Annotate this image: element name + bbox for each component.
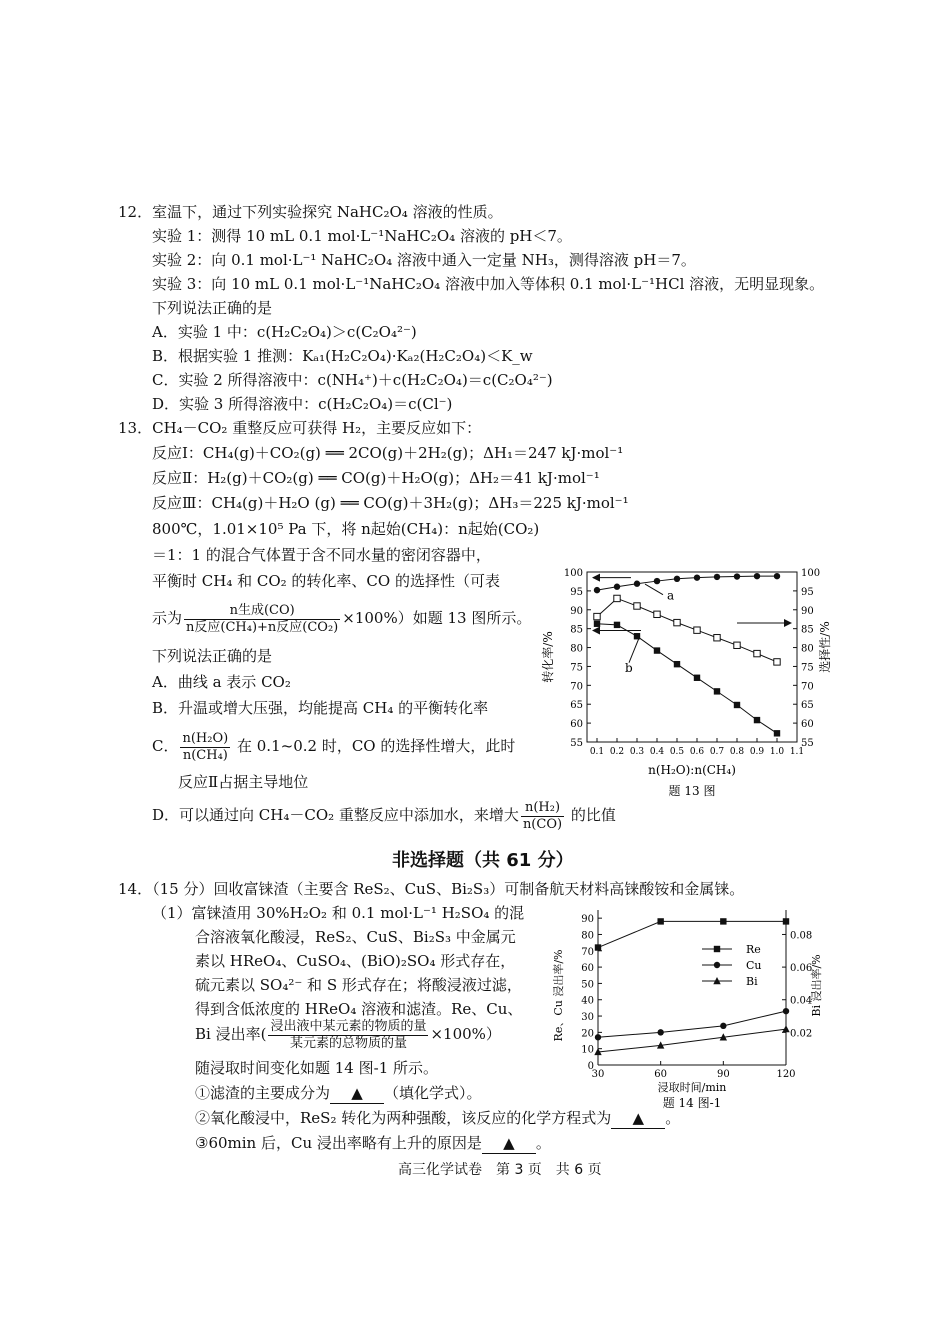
- q12-option-a: A．实验 1 中：c(H₂C₂O₄)＞c(C₂O₄²⁻): [152, 323, 417, 341]
- chart13-point: [734, 702, 740, 708]
- chart13-point: [634, 603, 640, 609]
- chart14-legend-label: Bi: [746, 975, 758, 988]
- chart13-point: [674, 661, 680, 667]
- page-footer: 高三化学试卷 第 3 页 共 6 页: [398, 1162, 602, 1178]
- chart13-point: [774, 659, 780, 665]
- chart13-x-tick-label: 0.8: [729, 747, 745, 757]
- chart13-x-tick-label: 0.3: [629, 747, 645, 757]
- q14-sub2: [195, 1108, 680, 1129]
- chart13-point: [774, 730, 780, 736]
- q14-s3-blank[interactable]: ▲: [482, 1133, 536, 1154]
- chart14-y-tick-label: 90: [581, 914, 594, 926]
- section-title: 非选择题（共 61 分）: [392, 850, 574, 871]
- chart13-y-tick-label: 80: [570, 643, 583, 655]
- chart14-y-tick-label: 0: [587, 1061, 594, 1072]
- chart14-y-tick-label: 30: [581, 1012, 594, 1024]
- q13-c-num: n(H₂O): [182, 730, 229, 746]
- chart14-y-tick-label: 80: [581, 930, 594, 942]
- chart14-ylabel-left: Re、Cu 浸出率/%: [552, 949, 565, 1042]
- q13-c-den: n(CH₄): [182, 747, 228, 763]
- q14-s2-post: 。: [665, 1109, 681, 1127]
- chart14-legend-marker: [714, 962, 720, 968]
- chart13-y-tick-label: 90: [570, 605, 583, 617]
- chart13-series-line: [597, 576, 777, 590]
- chart13-x-tick-label: 0.4: [649, 747, 665, 757]
- q13-option-c: [152, 726, 515, 766]
- chart14-series-line: [598, 1029, 786, 1052]
- chart14-y2-tick-label: 0.02: [790, 1028, 813, 1040]
- chart13-label-b: b: [625, 661, 633, 676]
- q14-s2-blank[interactable]: ▲: [611, 1108, 665, 1129]
- q13-cond4-post: ×100%）如题 13 图所示。: [342, 609, 532, 627]
- q14-leach-fraction: [268, 1019, 428, 1052]
- chart13-ylabel-right: 选择性/%: [818, 621, 832, 673]
- q14-part1-line5: 得到含低浓度的 HReO₄ 溶液和滤渣。Re、Cu、: [195, 1000, 523, 1018]
- chart13-x-tick-label: 0.5: [669, 747, 685, 757]
- chart13-ylabel-left: 转化率/%: [541, 631, 555, 683]
- q13-d-post: 的比值: [570, 806, 616, 824]
- chart13-point: [734, 642, 740, 648]
- q13-cond4-pre: 示为: [152, 609, 183, 627]
- chart13-label-a: a: [667, 588, 675, 603]
- q13-reaction-1: 反应Ⅰ：CH₄(g)＋CO₂(g) ══ 2CO(g)＋2H₂(g)；ΔH₁＝247 kJ·mol⁻¹: [152, 444, 624, 462]
- chart14-point: [657, 1029, 663, 1035]
- q13-condition-2: ＝1：1 的混合气体置于含不同水量的密闭容器中，: [152, 546, 491, 564]
- q14-part1-line7: 随浸取时间变化如题 14 图-1 所示。: [195, 1059, 439, 1077]
- chart13-point: [614, 595, 620, 601]
- chart13-caption: 题 13 图: [668, 784, 716, 798]
- chart13-point: [774, 573, 780, 579]
- chart13-x-tick-label: 0.7: [709, 747, 725, 757]
- q14-s1-pre: ①滤渣的主要成分为: [195, 1084, 331, 1102]
- chart13-point: [614, 584, 620, 590]
- chart14-point: [720, 918, 726, 924]
- q14-p6-post: ×100%）: [430, 1025, 501, 1043]
- q13-d-pre: D．可以通过向 CH₄－CO₂ 重整反应中添加水，来增大: [152, 806, 519, 824]
- chart13-point: [734, 573, 740, 579]
- chart13-point: [714, 688, 720, 694]
- chart13-point: [714, 574, 720, 580]
- chart14-series-line: [598, 1011, 786, 1037]
- q14-part1-line6: [195, 1014, 501, 1054]
- q14-s1-post: （填化学式）。: [384, 1084, 482, 1102]
- chart13-point: [594, 587, 600, 593]
- q14-s1-blank[interactable]: ▲: [330, 1083, 384, 1104]
- q14-sub1: [195, 1083, 482, 1104]
- q13-frac-den: n反应(CH₄)+n反应(CO₂): [186, 619, 339, 635]
- q13-option-d: [152, 795, 616, 835]
- q13-option-c-line2: 反应Ⅱ占据主导地位: [178, 773, 309, 791]
- chart14-legend-marker: [714, 946, 720, 952]
- chart14-y-tick-label: 60: [581, 963, 594, 975]
- q12-option-b: B．根据实验 1 推测：Kₐ₁(H₂C₂O₄)·Kₐ₂(H₂C₂O₄)＜K_w: [152, 347, 533, 365]
- q13-d-num: n(H₂): [521, 800, 564, 817]
- chart13-point: [754, 717, 760, 723]
- q12-stem: 12．室温下，通过下列实验探究 NaHC₂O₄ 溶液的性质。: [118, 203, 503, 221]
- chart14-point: [782, 1025, 789, 1032]
- chart13-point: [754, 650, 760, 656]
- chart13-x-tick-label: 1.1: [789, 747, 805, 757]
- chart-13: [540, 560, 830, 800]
- chart13-xlabel: n(H₂O):n(CH₄): [648, 763, 736, 777]
- chart14-point: [657, 918, 663, 924]
- q14-sub3: [195, 1133, 551, 1154]
- chart13-y-tick-label: 95: [570, 586, 583, 598]
- chart13-y2-tick-label: 60: [801, 719, 814, 731]
- chart13-point: [594, 613, 600, 619]
- chart13-y-tick-label: 75: [570, 662, 583, 674]
- q13-prompt: 下列说法正确的是: [152, 647, 273, 665]
- q13-frac-num: n生成(CO): [184, 603, 340, 620]
- chart13-y-tick-label: 85: [570, 624, 583, 636]
- chart14-x-tick-label: 90: [716, 1069, 730, 1080]
- q13-condition-3: 平衡时 CH₄ 和 CO₂ 的转化率、CO 的选择性（可表: [152, 572, 500, 590]
- q13-option-b: B．升温或增大压强，均能提高 CH₄ 的平衡转化率: [152, 699, 489, 717]
- chart14-point: [595, 1034, 601, 1040]
- q14-part1-line2: 合溶液氧化酸浸，ReS₂、CuS、Bi₂S₃ 中金属元: [195, 928, 516, 946]
- chart13-point: [694, 627, 700, 633]
- chart13-y2-tick-label: 65: [801, 700, 814, 712]
- q14-p6-num: 浸出液中某元素的物质的量: [270, 1018, 427, 1034]
- chart13-y2-tick-label: 70: [801, 681, 814, 693]
- q13-c-post: 在 0.1~0.2 时，CO 的选择性增大，此时: [237, 737, 516, 755]
- q12-exp2: 实验 2：向 0.1 mol·L⁻¹ NaHC₂O₄ 溶液中通入一定量 NH₃，测得溶液 pH＝7。: [152, 251, 696, 269]
- chart13-x-tick-label: 0.2: [609, 747, 625, 757]
- q13-condition-1: 800℃，1.01×10⁵ Pa 下，将 n起始(CH₄)：n起始(CO₂): [152, 520, 540, 538]
- q14-s2-pre: ②氧化酸浸中，ReS₂ 转化为两种强酸，该反应的化学方程式为: [195, 1109, 612, 1127]
- q14-s3-pre: ③60min 后，Cu 浸出率略有上升的原因是: [195, 1134, 482, 1152]
- q13-d-den: n(CO): [522, 816, 563, 832]
- chart14-y2-tick-label: 0.04: [790, 995, 813, 1007]
- chart14-y-tick-label: 20: [581, 1028, 594, 1040]
- chart13-x-tick-label: 1.0: [769, 747, 785, 757]
- chart13-point: [694, 574, 700, 580]
- chart13-series-line: [597, 624, 777, 734]
- q14-part1-line3: 素以 HReO₄、CuSO₄、(BiO)₂SO₄ 形式存在，: [195, 952, 516, 970]
- chart14-y-tick-label: 40: [581, 995, 594, 1007]
- chart14-ylabel-right: Bi 浸出率/%: [810, 954, 823, 1017]
- chart-14: [548, 898, 828, 1110]
- chart13-point: [654, 611, 660, 617]
- chart13-y-tick-label: 100: [563, 568, 583, 579]
- chart14-legend-label: Re: [746, 943, 761, 956]
- q12-option-d: D．实验 3 所得溶液中：c(H₂C₂O₄)＝c(Cl⁻): [152, 395, 453, 413]
- q14-part1-line1: （1）富铼渣用 30%H₂O₂ 和 0.1 mol·L⁻¹ H₂SO₄ 的混: [152, 904, 525, 922]
- chart14-y-tick-label: 10: [581, 1044, 594, 1056]
- chart13-point: [654, 647, 660, 653]
- q12-exp1: 实验 1：测得 10 mL 0.1 mol·L⁻¹NaHC₂O₄ 溶液的 pH＜7。: [152, 227, 572, 245]
- chart14-point: [595, 944, 601, 950]
- chart13-y2-tick-label: 55: [801, 738, 814, 749]
- q13-reaction-2: 反应Ⅱ：H₂(g)＋CO₂(g) ══ CO(g)＋H₂O(g)；ΔH₂＝41 kJ·mol⁻¹: [152, 469, 600, 487]
- chart14-legend-label: Cu: [746, 959, 762, 972]
- chart13-leader-b: [629, 638, 639, 663]
- chart13-x-tick-label: 0.9: [749, 747, 765, 757]
- chart14-y2-tick-label: 0.06: [790, 963, 813, 975]
- chart14-x-tick-label: 120: [776, 1069, 796, 1080]
- chart14-y-tick-label: 50: [581, 979, 594, 991]
- chart13-point: [674, 576, 680, 582]
- chart13-y2-tick-label: 95: [801, 586, 814, 598]
- chart13-y2-tick-label: 85: [801, 624, 814, 636]
- chart13-point: [654, 578, 660, 584]
- chart14-x-tick-label: 60: [654, 1069, 668, 1080]
- chart13-point: [614, 622, 620, 628]
- q14-stem: 14．（15 分）回收富铼渣（主要含 ReS₂、CuS、Bi₂S₃）可制备航天材料高铼酸铵和金属铼。: [118, 880, 745, 898]
- chart14-point: [783, 1008, 789, 1014]
- chart14-x-tick-label: 30: [591, 1069, 605, 1080]
- chart13-point: [694, 675, 700, 681]
- chart14-y2-tick-label: 0.08: [790, 930, 813, 942]
- chart13-y2-tick-label: 80: [801, 643, 814, 655]
- chart13-y2-tick-label: 75: [801, 662, 814, 674]
- chart14-xlabel: 浸取时间/min: [657, 1081, 727, 1094]
- chart13-x-tick-label: 0.1: [589, 747, 605, 757]
- q14-p6-den: 某元素的总物质的量: [289, 1035, 407, 1051]
- chart13-y-tick-label: 60: [570, 719, 583, 731]
- chart13-y-tick-label: 70: [570, 681, 583, 693]
- chart13-point: [634, 581, 640, 587]
- chart13-y2-tick-label: 90: [801, 605, 814, 617]
- chart13-point: [594, 621, 600, 627]
- chart14-caption: 题 14 图-1: [662, 1096, 722, 1110]
- q14-s3-post: 。: [535, 1134, 551, 1152]
- q13-c-pre: C．: [152, 737, 179, 755]
- chart13-x-tick-label: 0.6: [689, 747, 705, 757]
- q13-condition-4: [152, 598, 531, 638]
- q13-stem: 13．CH₄－CO₂ 重整反应可获得 H₂，主要反应如下：: [118, 419, 482, 437]
- chart14-point: [783, 918, 789, 924]
- q13-c-fraction: [180, 731, 230, 764]
- q13-d-fraction: [521, 800, 564, 833]
- q14-p6-pre: Bi 浸出率(: [195, 1025, 267, 1043]
- chart14-y-tick-label: 70: [581, 946, 594, 958]
- chart13-y2-tick-label: 100: [801, 568, 821, 579]
- chart13-point: [714, 635, 720, 641]
- q12-exp3: 实验 3：向 10 mL 0.1 mol·L⁻¹NaHC₂O₄ 溶液中加入等体积 0.1 mol·L⁻¹HCl 溶液，无明显现象。: [152, 275, 825, 293]
- q13-selectivity-fraction: [184, 603, 340, 636]
- q12-option-c: C．实验 2 所得溶液中：c(NH₄⁺)＋c(H₂C₂O₄)＝c(C₂O₄²⁻): [152, 371, 553, 389]
- q13-option-a: A．曲线 a 表示 CO₂: [152, 673, 291, 691]
- chart13-point: [754, 573, 760, 579]
- q14-part1-line4: 硫元素以 SO₄²⁻ 和 S 形式存在；将酸浸液过滤，: [195, 976, 522, 994]
- chart13-leader-a: [645, 584, 663, 595]
- chart13-y-tick-label: 55: [570, 738, 583, 749]
- chart13-y-tick-label: 65: [570, 700, 583, 712]
- q12-prompt: 下列说法正确的是: [152, 299, 273, 317]
- chart13-point: [674, 619, 680, 625]
- q13-reaction-3: 反应Ⅲ：CH₄(g)＋H₂O (g) ══ CO(g)＋3H₂(g)；ΔH₃＝225 kJ·mol⁻¹: [152, 494, 629, 512]
- chart14-point: [720, 1023, 726, 1029]
